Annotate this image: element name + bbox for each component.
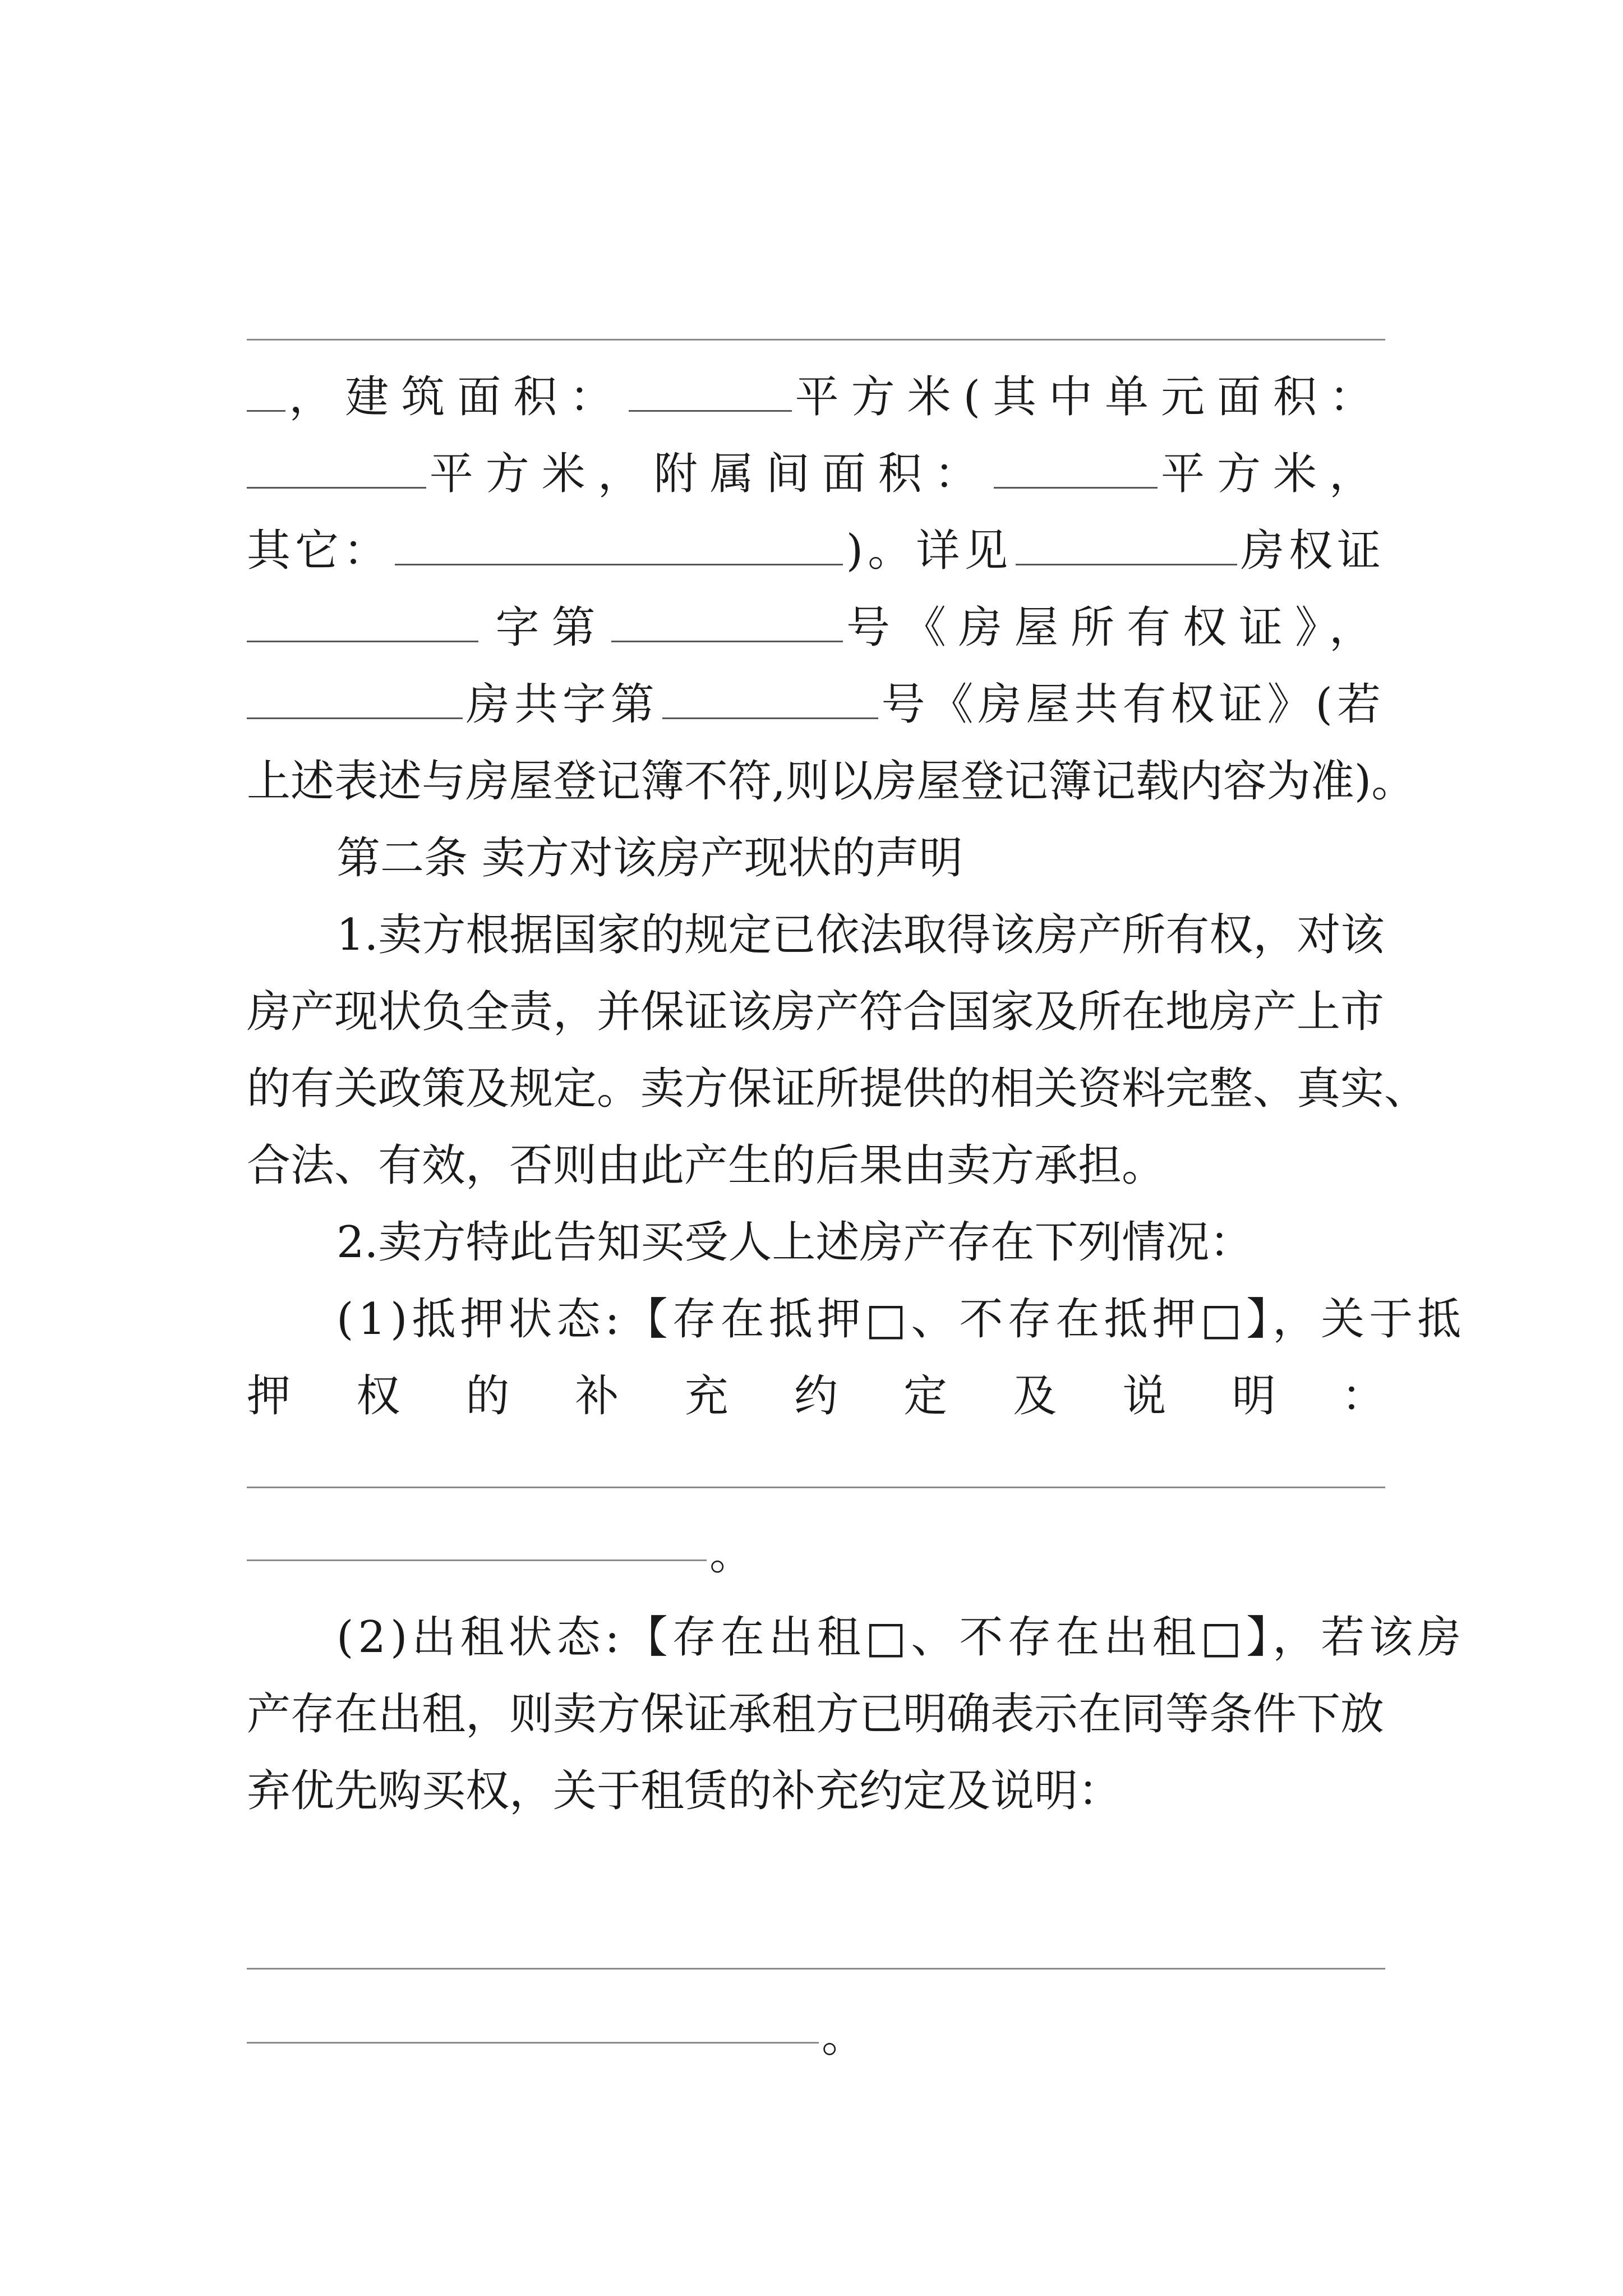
blank-field xyxy=(1016,522,1237,565)
mortgage-status-line xyxy=(336,1289,1466,1350)
text-segment: 1.卖方根据国家的规定已依法取得该房产所有权，对该 xyxy=(336,910,1385,960)
label-char: 权 xyxy=(356,1371,400,1421)
text-segment: )。详见 xyxy=(846,526,1013,576)
text-segment: 房权证 xyxy=(1240,526,1385,576)
text-line-1 xyxy=(247,366,1385,428)
label-char: 的 xyxy=(465,1371,510,1421)
blank-field xyxy=(395,522,843,565)
label-char: 明 xyxy=(1232,1371,1276,1421)
text-segment: 其它： xyxy=(247,526,392,576)
text-segment: 平方米，附属间面积： xyxy=(429,449,990,499)
heading-text: 第二条 卖方对该房产现状的声明 xyxy=(336,833,963,884)
text-segment: 字第 xyxy=(495,602,608,653)
label-char: 及 xyxy=(1013,1371,1057,1421)
label-char: 充 xyxy=(684,1371,728,1421)
label-char: 说 xyxy=(1122,1371,1166,1421)
blank-field xyxy=(247,599,478,642)
text-segment: 房共字第 xyxy=(465,679,659,730)
lease-notes-end: 。 xyxy=(822,2012,866,2062)
paragraph-1-line-4 xyxy=(247,1135,1385,1197)
text-segment: 平方米， xyxy=(1160,449,1385,499)
mortgage-notes-end: 。 xyxy=(709,1529,754,1580)
paragraph-2-line-1 xyxy=(336,1212,1385,1273)
text-line-3 xyxy=(247,520,1385,582)
text-line-5 xyxy=(247,674,1385,735)
text-segment: (1)抵押状态:【存在抵押□、不存在抵押□】，关于抵 xyxy=(336,1294,1466,1345)
mortgage-notes-label xyxy=(247,1365,1385,1427)
lease-line-2 xyxy=(247,1683,1385,1745)
text-segment: 平方米(其中单元面积： xyxy=(795,372,1385,422)
lease-line-3 xyxy=(247,1760,1385,1822)
text-segment: 号《房屋共有权证》(若 xyxy=(881,679,1385,730)
label-char: 约 xyxy=(794,1371,838,1421)
text-segment: (2)出租状态:【存在出租□、不存在出租□】，若该房 xyxy=(336,1612,1466,1663)
blank-field xyxy=(611,599,843,642)
lease-notes-blank-2 xyxy=(247,2042,819,2044)
label-char: 定 xyxy=(903,1371,948,1421)
mortgage-notes-blank-2 xyxy=(247,1559,707,1561)
paragraph-1-line-1 xyxy=(336,904,1385,966)
text-segment: 房产现状负全责，并保证该房产符合国家及所在地房产上市 xyxy=(247,987,1385,1037)
blank-line-top xyxy=(247,339,1385,341)
text-line-4 xyxy=(247,597,1385,659)
label-char: 押 xyxy=(247,1371,291,1421)
text-segment: 号《房屋所有权证》， xyxy=(846,602,1385,653)
blank-field xyxy=(247,676,463,719)
article-2-heading xyxy=(336,827,1385,889)
blank-field xyxy=(247,445,426,489)
label-char: 补 xyxy=(575,1371,619,1421)
mortgage-notes-blank-1 xyxy=(247,1487,1385,1488)
blank-field xyxy=(629,369,791,412)
text-segment: 的有关政策及规定。卖方保证所提供的相关资料完整、真实、 xyxy=(247,1064,1428,1114)
label-char: ： xyxy=(1341,1371,1385,1421)
text-line-6 xyxy=(247,751,1415,812)
text-segment: 产存在出租，则卖方保证承租方已明确表示在同等条件下放 xyxy=(247,1689,1385,1740)
blank-field xyxy=(994,445,1158,489)
text-line-2 xyxy=(247,443,1385,505)
text-segment: ，建筑面积： xyxy=(289,372,626,422)
lease-status-line xyxy=(336,1607,1466,1668)
blank-field xyxy=(247,369,285,412)
lease-notes-blank-1 xyxy=(247,1968,1385,1970)
text-segment: 上述表述与房屋登记簿不符,则以房屋登记簿记载内容为准)。 xyxy=(247,756,1415,807)
text-segment: 弃优先购买权，关于租赁的补充约定及说明： xyxy=(247,1766,1122,1816)
blank-field xyxy=(662,676,878,719)
paragraph-1-line-2 xyxy=(247,981,1385,1043)
text-segment: 合法、有效，否则由此产生的后果由卖方承担。 xyxy=(247,1140,1166,1191)
paragraph-1-line-3 xyxy=(247,1058,1428,1120)
text-segment: 2.卖方特此告知买受人上述房产存在下列情况： xyxy=(336,1217,1253,1268)
